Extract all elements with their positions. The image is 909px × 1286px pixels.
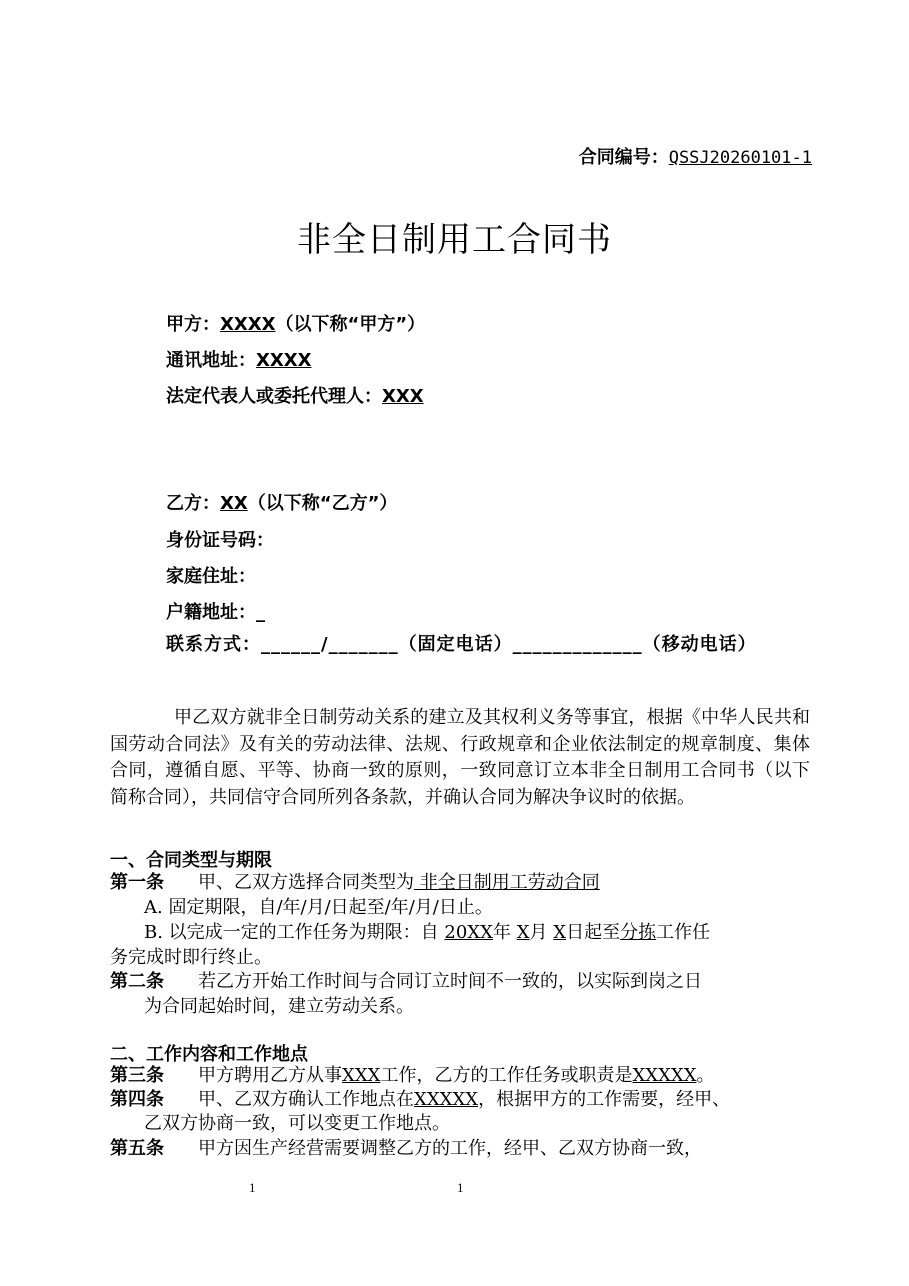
- contract-number: [579, 143, 812, 169]
- article-1-option-b: B. 以完成一定的工作任务为期限：自 20XX年 X月 X日起至分拣工作任: [144, 922, 711, 943]
- party-b-id-number: 身份证号码：: [166, 530, 274, 551]
- article-3: 第三条 甲方聘用乙方从事XXX工作，乙方的工作任务或职责是XXXXX。: [110, 1065, 715, 1086]
- article-1-label: 第一条: [110, 872, 164, 893]
- party-b-hukou-value: _: [256, 602, 265, 623]
- article-2-label: 第二条: [110, 971, 164, 992]
- party-a-name-value: XXXX: [220, 314, 276, 335]
- party-b-name: 乙方：XX（以下称“乙方”）: [166, 493, 398, 514]
- party-b-hukou-address: 户籍地址：_: [166, 602, 265, 623]
- page-number-right: 1: [457, 1180, 464, 1195]
- article-4-cont: 乙双方协商一致，可以变更工作地点。: [144, 1113, 450, 1134]
- contract-number-value: QSSJ20260101-1: [668, 148, 812, 168]
- party-a-address: 通讯地址：XXXX: [166, 350, 312, 371]
- article-4: 第四条 甲、乙双方确认工作地点在XXXXX，根据甲方的工作需要，经甲、: [110, 1089, 731, 1110]
- article-5: 第五条 甲方因生产经营需要调整乙方的工作，经甲、乙双方协商一致，: [110, 1138, 702, 1159]
- page-number-left: 1: [249, 1180, 256, 1195]
- contract-type-value: 非全日制用工劳动合同: [414, 872, 600, 893]
- article-5-label: 第五条: [110, 1138, 164, 1159]
- section-1-heading: 一、合同类型与期限: [110, 850, 272, 871]
- party-b-name-value: XX: [220, 493, 248, 514]
- document-title: 非全日制用工合同书: [297, 220, 612, 260]
- party-a-representative: 法定代表人或委托代理人：XXX: [166, 386, 424, 407]
- article-1-option-a: A. 固定期限，自/年/月/日起至/年/月/日止。: [144, 897, 493, 918]
- intro-paragraph: 甲乙双方就非全日制劳动关系的建立及其权利义务等事宜，根据《中华人民共和国劳动合同法》及有关的劳动法律、法规、行政规章和企业依法制定的规章制度、集体合同，遵循自愿、平等、协商一致的原则，一致同意订立本非全日制用工合同书（以下简称合同），共同信守合同所列各条款，并确认合同为解决争议时的依据。: [110, 707, 810, 808]
- party-b-contact: 联系方式：______/_______（固定电话）_____________（移动电话）: [166, 634, 757, 655]
- article-3-label: 第三条: [110, 1065, 164, 1086]
- article-2: 第二条 若乙方开始工作时间与合同订立时间不一致的，以实际到岗之日: [110, 971, 702, 992]
- party-a-name: 甲方：XXXX（以下称“甲方”）: [166, 314, 426, 335]
- article-1-option-b-cont: 务完成时即行终止。: [110, 947, 272, 968]
- section-2-heading: 二、工作内容和工作地点: [110, 1044, 308, 1065]
- article-4-label: 第四条: [110, 1089, 164, 1110]
- article-2-cont: 为合同起始时间，建立劳动关系。: [144, 996, 414, 1017]
- party-a-address-value: XXXX: [256, 350, 312, 371]
- party-a-representative-value: XXX: [382, 386, 424, 407]
- contract-number-label: 合同编号：: [578, 147, 669, 168]
- article-1: 第一条 甲、乙双方选择合同类型为 非全日制用工劳动合同: [110, 872, 600, 893]
- party-b-home-address: 家庭住址：: [166, 566, 256, 587]
